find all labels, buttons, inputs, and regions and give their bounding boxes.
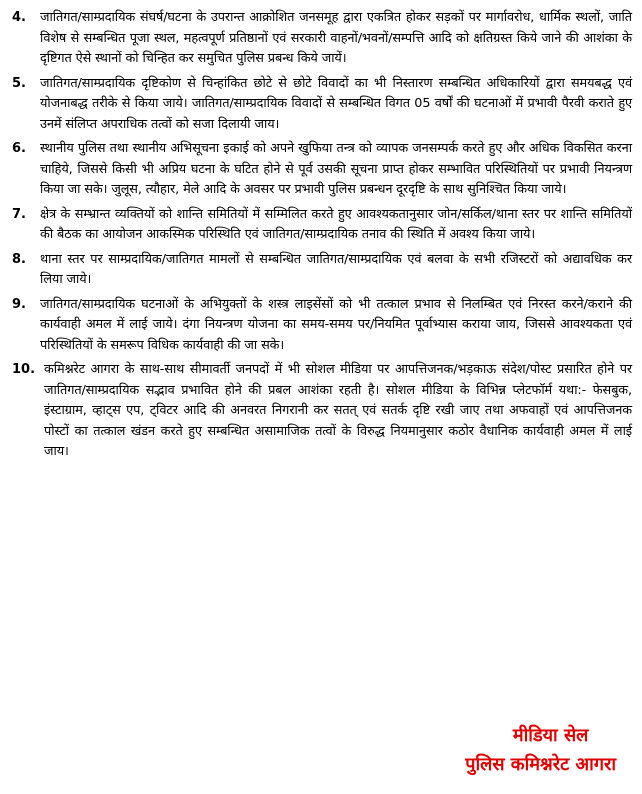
item-text: थाना स्तर पर साम्प्रदायिक/जातिगत मामलों से सम्बन्धित जातिगत/साम्प्रदायिक एवं बलवा के सभी रजिस्टरों को अद्यावधिक कर लिया जाये। <box>40 251 632 287</box>
instruction-list <box>12 8 632 467</box>
list-item <box>12 139 632 201</box>
item-number: 10. <box>12 362 36 377</box>
list-item <box>12 250 632 291</box>
item-text: कमिश्नरेट आगरा के साथ-साथ सीमावर्ती जनपदों में भी सोशल मीडिया पर आपत्तिजनक/भड़काऊ संदेश/पोस्ट प्रसारित होने पर जातिगत/साम्प्रदायिक सद्भाव प्रभावित होने की प्रबल आशंका रहती है। सोशल मीडिया के विभिन्न प्लेटफॉर्म यथा:- फेसबुक, इंस्टाग्राम, व्हाट्स एप, ट्विटर आदि की अनवरत निगरानी कर सतत् एवं सतर्क दृष्टि रखी जाए तथा अफवाहों एवं आपत्तिजनक पोस्टों का तत्काल खंडन करते हुए सम्बन्धित असामाजिक तत्वों के विरुद्ध नियमानुसार कठोर वैधानिक कार्यवाही अमल में लाई जाय। <box>44 362 632 459</box>
item-number: 6. <box>12 141 26 156</box>
signature-department: मीडिया सेल <box>512 725 589 746</box>
item-text: जातिगत/साम्प्रदायिक संघर्ष/घटना के उपरान्त आक्रोशित जनसमूह द्वारा एकत्रित होकर सड़कों पर मार्गावरोध, धार्मिक स्थलों, जाति विशेष से सम्बन्धित पूजा स्थल, महत्वपूर्ण प्रतिष्ठानों एवं सरकारी वाहनों/भवनों/सम्पत्ति आदि को क्षतिग्रस्त किये जाने की आशंका के दृष्टिगत ऐसे स्थानों को चिन्हित कर समुचित पुलिस प्रबन्ध किये जायें। <box>40 10 632 66</box>
item-number: 7. <box>12 206 26 222</box>
item-number: 5. <box>12 75 26 91</box>
list-item <box>12 295 632 357</box>
signature-block <box>465 722 616 780</box>
item-text: स्थानीय पुलिस तथा स्थानीय अभिसूचना इकाई को अपने खुफिया तन्त्र को व्यापक जनसम्पर्क करते हुए और अधिक विकसित करना चाहिये, जिससे किसी भी अप्रिय घटना के घटित होने से पूर्व उसकी सूचना प्राप्त होकर सम्भावित परिस्थितियों पर प्रभावी नियन्त्रण किया जा सके। जुलूस, त्यौहार, मेले आदि के अवसर पर प्रभावी पुलिस प्रबन्धन दूरदृष्टि के साथ सुनिश्चित किया जाये। <box>40 141 632 197</box>
item-text: जातिगत/साम्प्रदायिक दृष्टिकोण से चिन्हांकित छोटे से छोटे विवादों का भी निस्तारण सम्बन्धित अधिकारियों द्वारा समयबद्ध एवं योजनाबद्ध तरीके से किया जाये। जातिगत/साम्प्रदायिक विवादों से सम्बन्धित विगत 05 वर्षों की घटनाओं में प्रभावी पैरवी कराते हुए उनमें संलिप्त अपराधिक तत्वों को सजा दिलायी जाय। <box>40 75 632 132</box>
list-item <box>12 360 632 463</box>
item-number: 9. <box>12 296 26 312</box>
list-item <box>12 74 632 136</box>
item-text: जातिगत/साम्प्रदायिक घटनाओं के अभियुक्तों के शस्त्र लाइसेंसों को भी तत्काल प्रभाव से निलम्बित एवं निरस्त करने/कराने की कार्यवाही अमल में लाई जाये। दंगा नियन्त्रण योजना का समय-समय पर/नियमित पूर्वाभ्यास कराया जाय, जिससे आवश्यकता एवं परिस्थितियों के समरूप विधिक कार्यवाही की जा सके। <box>40 296 632 353</box>
list-item <box>12 8 632 70</box>
item-number: 4. <box>12 10 26 25</box>
signature-office: पुलिस कमिश्नरेट आगरा <box>465 754 616 775</box>
list-item <box>12 205 632 246</box>
item-text: क्षेत्र के सम्भ्रान्त व्यक्तियों को शान्ति समितियों में सम्मिलित करते हुए आवश्यकतानुसार जोन/सर्किल/थाना स्तर पर शान्ति समितियों की बैठक का आयोजन आकस्मिक परिस्थिति एवं जातिगत/साम्प्रदायिक तनाव की स्थिति में अवश्य किया जाये। <box>40 206 632 242</box>
item-number: 8. <box>12 251 26 267</box>
